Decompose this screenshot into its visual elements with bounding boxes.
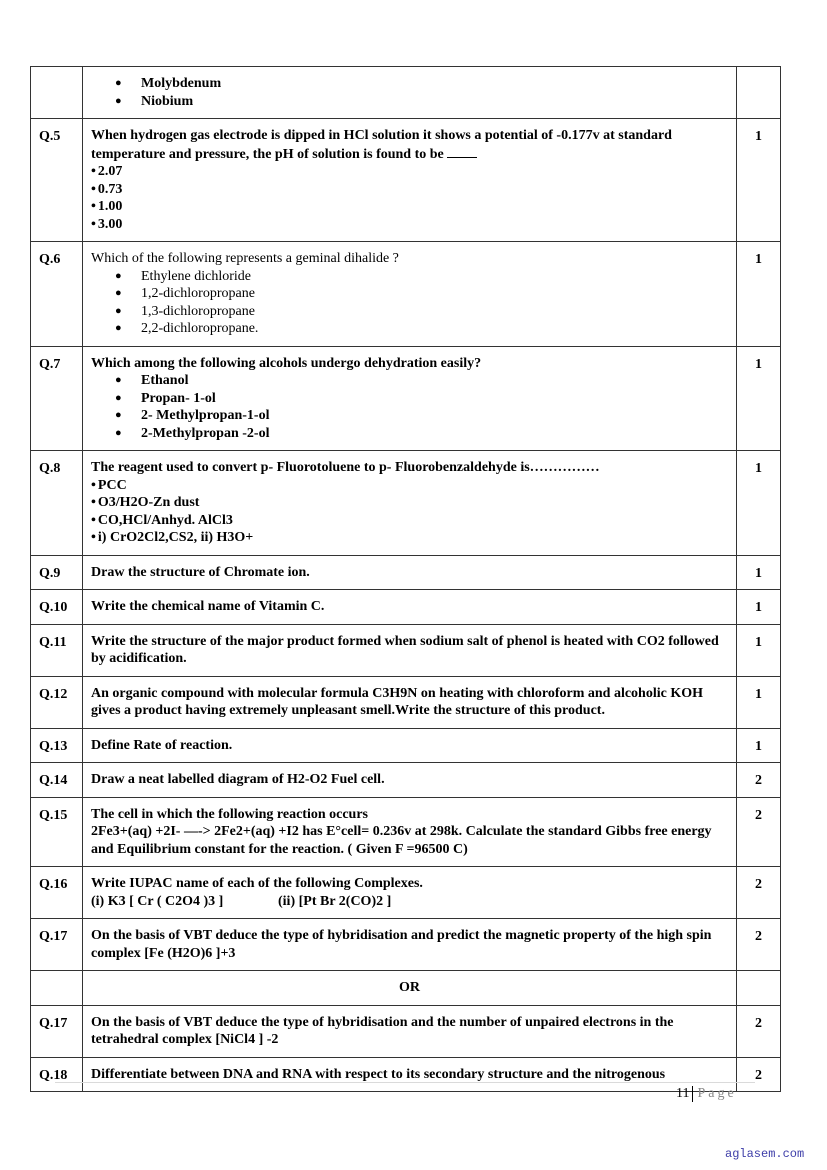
marks: 2 bbox=[737, 797, 781, 867]
table-row bbox=[31, 67, 781, 119]
option: • 3.00 bbox=[91, 216, 728, 234]
question-number: Q.18 bbox=[31, 1057, 83, 1092]
option: • PCC bbox=[91, 477, 728, 495]
option: ● Niobium bbox=[115, 93, 728, 111]
marks: 1 bbox=[737, 676, 781, 728]
question-text: Write IUPAC name of each of the following Complexes. bbox=[91, 876, 423, 891]
question-text: Draw a neat labelled diagram of H2-O2 Fuel cell. bbox=[83, 763, 737, 798]
option: ● Ethanol bbox=[115, 372, 728, 390]
question-body bbox=[83, 867, 737, 919]
marks: 2 bbox=[737, 1057, 781, 1092]
table-row bbox=[31, 242, 781, 347]
question-text: The reagent used to convert p- Fluorotoluene to p- Fluorobenzaldehyde is…………… bbox=[91, 460, 600, 475]
question-number: Q.9 bbox=[31, 555, 83, 590]
question-number: Q.5 bbox=[31, 119, 83, 242]
question-number: Q.8 bbox=[31, 451, 83, 556]
options-list bbox=[91, 372, 728, 442]
question-text: On the basis of VBT deduce the type of hybridisation and predict the magnetic property of the high spin complex [Fe (H2O)6 ]+3 bbox=[83, 919, 737, 971]
option: ● 1,3-dichloropropane bbox=[115, 303, 728, 321]
option: ● Molybdenum bbox=[115, 75, 728, 93]
question-text: Write the chemical name of Vitamin C. bbox=[83, 590, 737, 625]
page-label: Page bbox=[697, 1086, 737, 1102]
table-row bbox=[31, 119, 781, 242]
question-text: Define Rate of reaction. bbox=[83, 728, 737, 763]
table-row bbox=[31, 1005, 781, 1057]
question-text: Write the structure of the major product formed when sodium salt of phenol is heated with CO2 followed by acidification. bbox=[83, 624, 737, 676]
table-row bbox=[31, 451, 781, 556]
table-row bbox=[31, 1057, 781, 1092]
option: ● Ethylene dichloride bbox=[115, 268, 728, 286]
options-list bbox=[91, 75, 728, 110]
or-divider: OR bbox=[83, 971, 737, 1006]
table-row bbox=[31, 797, 781, 867]
marks: 2 bbox=[737, 763, 781, 798]
table-row bbox=[31, 919, 781, 971]
marks: 1 bbox=[737, 728, 781, 763]
marks: 1 bbox=[737, 590, 781, 625]
question-table bbox=[30, 66, 781, 1092]
question-body bbox=[83, 119, 737, 242]
marks: 1 bbox=[737, 451, 781, 556]
question-number bbox=[31, 971, 83, 1006]
question-number bbox=[31, 67, 83, 119]
question-body bbox=[83, 797, 737, 867]
marks: 1 bbox=[737, 624, 781, 676]
question-number: Q.12 bbox=[31, 676, 83, 728]
question-body bbox=[83, 242, 737, 347]
option: • i) CrO2Cl2,CS2, ii) H3O+ bbox=[91, 529, 728, 547]
footer-divider bbox=[55, 1082, 755, 1083]
question-number: Q.17 bbox=[31, 919, 83, 971]
table-row bbox=[31, 624, 781, 676]
complex-part-i: (i) K3 [ Cr ( C2O4 )3 ] bbox=[91, 893, 224, 909]
question-number: Q.17 bbox=[31, 1005, 83, 1057]
option: ● 2-Methylpropan -2-ol bbox=[115, 425, 728, 443]
question-text: Differentiate between DNA and RNA with respect to its secondary structure and the nitrogenous bbox=[83, 1057, 737, 1092]
option: • 2.07 bbox=[91, 163, 728, 181]
answer-blank bbox=[447, 145, 477, 158]
marks: 1 bbox=[737, 346, 781, 451]
marks: 1 bbox=[737, 242, 781, 347]
question-number: Q.10 bbox=[31, 590, 83, 625]
options-list bbox=[91, 477, 728, 547]
table-row bbox=[31, 867, 781, 919]
option: ● 1,2-dichloropropane bbox=[115, 285, 728, 303]
complex-part-ii: (ii) [Pt Br 2(CO)2 ] bbox=[278, 893, 392, 909]
question-body bbox=[83, 451, 737, 556]
option: • 0.73 bbox=[91, 181, 728, 199]
table-row bbox=[31, 555, 781, 590]
watermark: aglasem.com bbox=[725, 1147, 805, 1161]
table-row bbox=[31, 971, 781, 1006]
question-text: Which of the following represents a geminal dihalide ? bbox=[91, 251, 399, 266]
question-number: Q.13 bbox=[31, 728, 83, 763]
option: • 1.00 bbox=[91, 198, 728, 216]
option: ● 2- Methylpropan-1-ol bbox=[115, 407, 728, 425]
marks: 2 bbox=[737, 867, 781, 919]
table-row bbox=[31, 676, 781, 728]
page-number-value: 11 bbox=[676, 1086, 690, 1102]
question-text: On the basis of VBT deduce the type of hybridisation and the number of unpaired electrons in the tetrahedral complex [NiCl4 ] -2 bbox=[83, 1005, 737, 1057]
question-text: Draw the structure of Chromate ion. bbox=[83, 555, 737, 590]
table-row bbox=[31, 763, 781, 798]
page-separator bbox=[692, 1086, 693, 1102]
table-row bbox=[31, 728, 781, 763]
question-number: Q.16 bbox=[31, 867, 83, 919]
question-number: Q.15 bbox=[31, 797, 83, 867]
question-text: The cell in which the following reaction occurs bbox=[91, 806, 368, 822]
marks: 1 bbox=[737, 555, 781, 590]
question-body bbox=[83, 346, 737, 451]
option: • CO,HCl/Anhyd. AlCl3 bbox=[91, 512, 728, 530]
table-row bbox=[31, 346, 781, 451]
page-number bbox=[676, 1086, 737, 1102]
option: ● 2,2-dichloropropane. bbox=[115, 320, 728, 338]
marks: 2 bbox=[737, 1005, 781, 1057]
complex-parts bbox=[91, 893, 728, 911]
question-number: Q.7 bbox=[31, 346, 83, 451]
question-body bbox=[83, 67, 737, 119]
question-number: Q.11 bbox=[31, 624, 83, 676]
question-text: Which among the following alcohols undergo dehydration easily? bbox=[91, 355, 482, 371]
reaction-text: 2Fe3+(aq) +2I- —-> 2Fe2+(aq) +I2 has E°cell= 0.236v at 298k. Calculate the standard Gibbs free energy and Equilibrium constant for the reaction. ( Given F =96500 C) bbox=[91, 824, 712, 857]
question-number: Q.6 bbox=[31, 242, 83, 347]
option: • O3/H2O-Zn dust bbox=[91, 494, 728, 512]
option: ● Propan- 1-ol bbox=[115, 390, 728, 408]
marks bbox=[737, 971, 781, 1006]
marks: 1 bbox=[737, 119, 781, 242]
marks: 2 bbox=[737, 919, 781, 971]
table-row bbox=[31, 590, 781, 625]
options-list bbox=[91, 163, 728, 233]
options-list bbox=[91, 268, 728, 338]
marks bbox=[737, 67, 781, 119]
question-number: Q.14 bbox=[31, 763, 83, 798]
question-text: An organic compound with molecular formula C3H9N on heating with chloroform and alcoholic KOH gives a product having extremely unpleasant smell.Write the structure of this product. bbox=[83, 676, 737, 728]
question-text: When hydrogen gas electrode is dipped in HCl solution it shows a potential of -0.177v at standard temperature and pressure, the pH of solution is found to be bbox=[91, 128, 672, 162]
